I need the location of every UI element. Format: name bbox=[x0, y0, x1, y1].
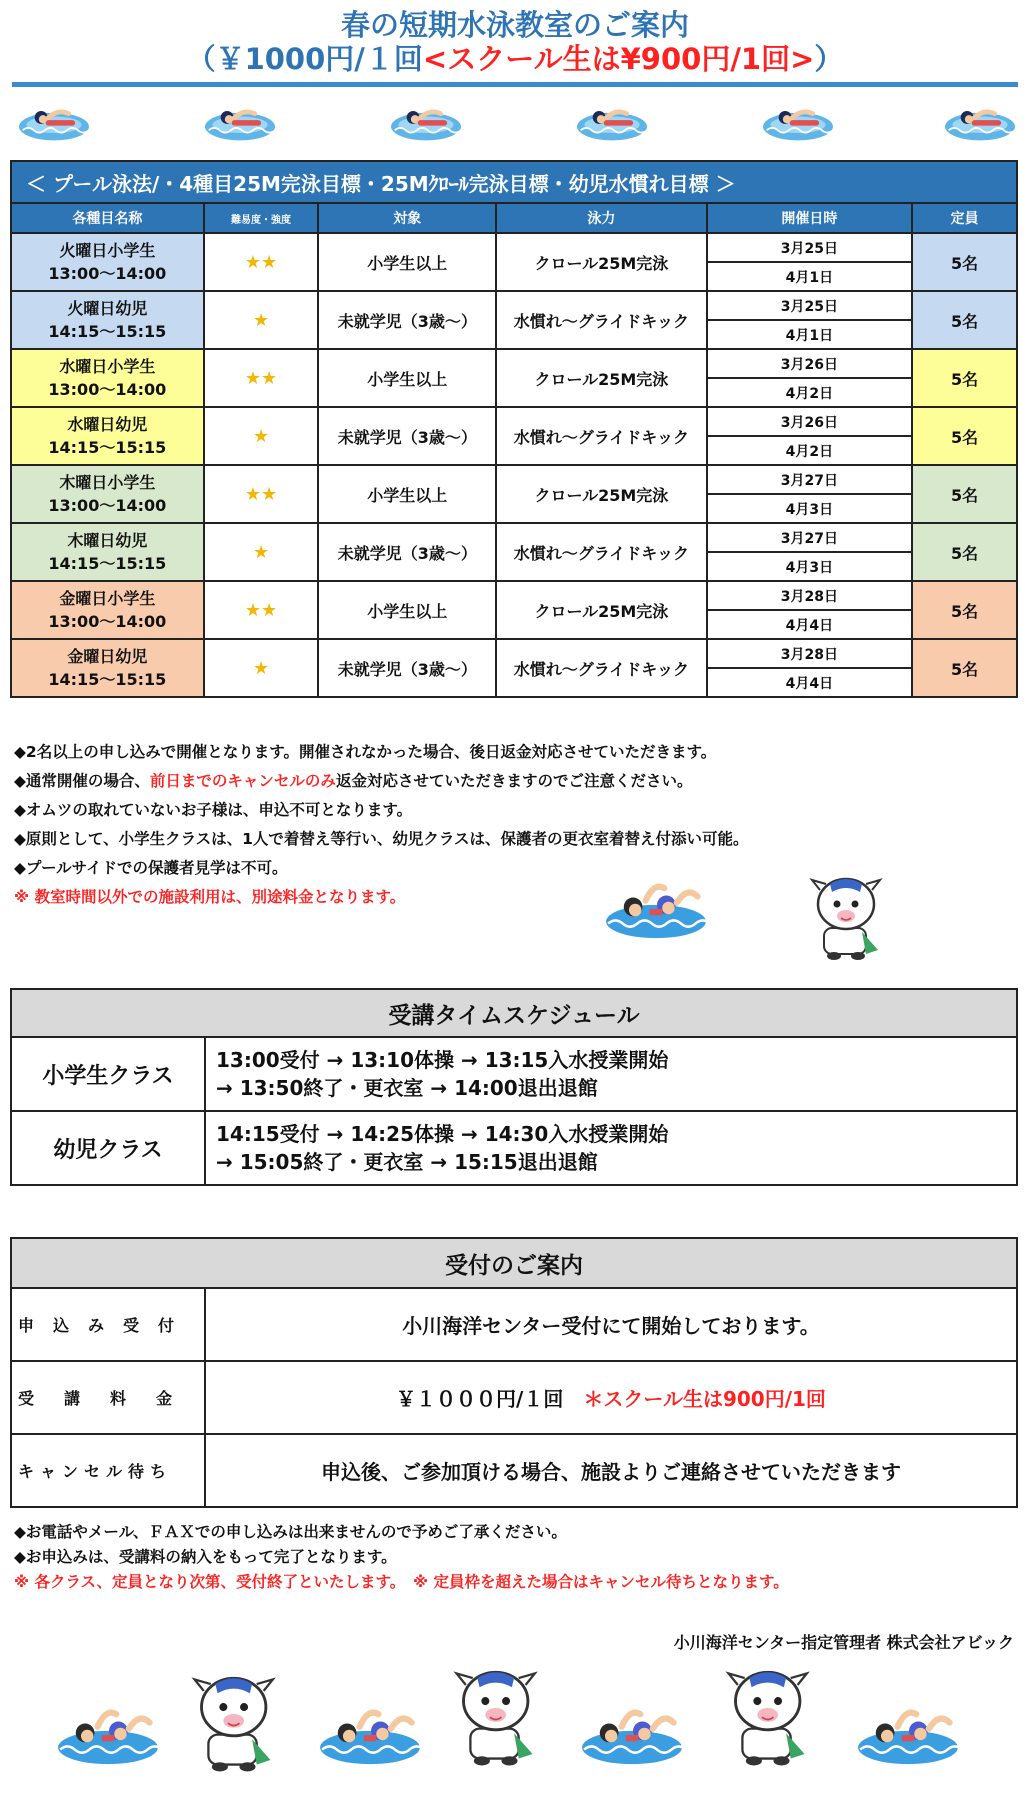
target-cell: 小学生以上 bbox=[318, 581, 496, 639]
difficulty-stars: ★★ bbox=[204, 581, 319, 639]
skill-cell: クロール25M完泳 bbox=[496, 465, 707, 523]
header-class-name: 各種目名称 bbox=[11, 203, 204, 233]
cancel-row bbox=[11, 1434, 1017, 1507]
skill-cell: 水慣れ〜グライドキック bbox=[496, 523, 707, 581]
swimmer-icon bbox=[574, 99, 650, 145]
note-item: ◆原則として、小学生クラスは、1人で着替え等行い、幼児クラスは、保護者の更衣室着替え付添い可能。 bbox=[14, 830, 749, 848]
class-name: 金曜日小学生 13:00〜14:00 bbox=[11, 581, 204, 639]
note-item: ◆通常開催の場合、前日までのキャンセルのみ返金対応させていただきますのでご注意ください。 bbox=[14, 772, 693, 790]
date-cell: 3月28日 bbox=[707, 581, 913, 610]
kids-class-flow: 14:15受付 → 14:25体操 → 14:30入水授業開始 → 15:05終了・更衣室 → 15:15退出退館 bbox=[205, 1111, 1017, 1185]
date-cell: 3月26日 bbox=[707, 349, 913, 378]
time-schedule-title: 受講タイムスケジュール bbox=[11, 989, 1017, 1037]
table-row bbox=[11, 407, 1017, 436]
class-name: 木曜日小学生 13:00〜14:00 bbox=[11, 465, 204, 523]
class-name: 水曜日幼児 14:15〜15:15 bbox=[11, 407, 204, 465]
difficulty-stars: ★★ bbox=[204, 233, 319, 291]
table-row bbox=[11, 233, 1017, 262]
difficulty-stars: ★ bbox=[204, 291, 319, 349]
apply-row bbox=[11, 1288, 1017, 1361]
apply-label: 申込み受付 bbox=[11, 1288, 205, 1361]
table-row bbox=[11, 465, 1017, 494]
manager-credit: 小川海洋センター指定管理者 株式会社アビック bbox=[673, 1633, 1014, 1652]
capacity-cell: 5名 bbox=[912, 465, 1017, 523]
swimmers-group-icon bbox=[604, 872, 708, 946]
mascot-icon bbox=[808, 872, 888, 962]
skill-cell: クロール25M完泳 bbox=[496, 581, 707, 639]
title-school-price: <スクール生は¥900円/1回> bbox=[422, 42, 815, 76]
cancel-wait-value: 申込後、ご参加頂ける場合、施設よりご連絡させていただきます bbox=[205, 1434, 1017, 1507]
header-dates: 開催日時 bbox=[707, 203, 913, 233]
reception-info-box bbox=[10, 1237, 1018, 1508]
skill-cell: クロール25M完泳 bbox=[496, 233, 707, 291]
elementary-class-flow: 13:00受付 → 13:10体操 → 13:15入水授業開始 → 13:50終了・更衣室 → 14:00退出退館 bbox=[205, 1037, 1017, 1111]
note-item: ◆プールサイドでの保護者見学は不可。 bbox=[14, 859, 288, 877]
table-row bbox=[11, 639, 1017, 668]
target-cell: 小学生以上 bbox=[318, 349, 496, 407]
skill-cell: 水慣れ〜グライドキック bbox=[496, 407, 707, 465]
swimmer-icon bbox=[942, 99, 1018, 145]
capacity-cell: 5名 bbox=[912, 407, 1017, 465]
date-cell: 4月4日 bbox=[707, 610, 913, 639]
swimmer-icon bbox=[388, 99, 464, 145]
table-row bbox=[11, 523, 1017, 552]
elementary-class-label: 小学生クラス bbox=[11, 1037, 205, 1111]
notes-section bbox=[14, 738, 914, 912]
mascot-icon bbox=[190, 1670, 282, 1774]
target-cell: 未就学児（3歳〜） bbox=[318, 639, 496, 697]
class-name: 火曜日小学生 13:00〜14:00 bbox=[11, 233, 204, 291]
reception-title: 受付のご案内 bbox=[11, 1238, 1017, 1288]
difficulty-stars: ★ bbox=[204, 523, 319, 581]
note-item: ◆お申込みは、受講料の納入をもって完了となります。 bbox=[14, 1548, 397, 1566]
cancel-wait-label: キャンセル待ち bbox=[11, 1434, 205, 1507]
table-row bbox=[11, 349, 1017, 378]
kids-schedule-row bbox=[11, 1111, 1017, 1185]
swimmers-group-icon bbox=[580, 1698, 684, 1772]
mascot-icon bbox=[724, 1664, 816, 1768]
date-cell: 3月28日 bbox=[707, 639, 913, 668]
table-row bbox=[11, 581, 1017, 610]
fee-value: ￥１０００円/１回 ＊スクール生は900円/1回 bbox=[205, 1361, 1017, 1434]
swimmers-group-icon bbox=[56, 1698, 160, 1772]
class-schedule-table bbox=[10, 160, 1018, 698]
target-cell: 未就学児（3歳〜） bbox=[318, 291, 496, 349]
swimmer-icon bbox=[760, 99, 836, 145]
elementary-schedule-row bbox=[11, 1037, 1017, 1111]
note-item: ◆オムツの取れていないお子様は、申込不可となります。 bbox=[14, 801, 413, 819]
fee-label: 受講料金 bbox=[11, 1361, 205, 1434]
schedule-banner: ＜ プール泳法/・4種目25M完泳目標・25Mｸﾛｰﾙ完泳目標・幼児水慣れ目標 ＞ bbox=[11, 161, 1017, 203]
title-line-2 bbox=[0, 42, 1030, 76]
difficulty-stars: ★ bbox=[204, 639, 319, 697]
target-cell: 小学生以上 bbox=[318, 233, 496, 291]
date-cell: 3月27日 bbox=[707, 465, 913, 494]
class-name: 火曜日幼児 14:15〜15:15 bbox=[11, 291, 204, 349]
difficulty-stars: ★★ bbox=[204, 465, 319, 523]
swimmer-icon bbox=[16, 99, 92, 145]
header-capacity: 定員 bbox=[912, 203, 1017, 233]
note-item: ◆お電話やメール、ＦＡＸでの申し込みは出来ませんので予めご了承ください。 bbox=[14, 1523, 567, 1541]
capacity-cell: 5名 bbox=[912, 523, 1017, 581]
date-cell: 3月27日 bbox=[707, 523, 913, 552]
skill-cell: 水慣れ〜グライドキック bbox=[496, 639, 707, 697]
target-cell: 未就学児（3歳〜） bbox=[318, 407, 496, 465]
class-name: 水曜日小学生 13:00〜14:00 bbox=[11, 349, 204, 407]
fee-row bbox=[11, 1361, 1017, 1434]
table-row bbox=[11, 291, 1017, 320]
date-cell: 4月3日 bbox=[707, 494, 913, 523]
date-cell: 3月25日 bbox=[707, 291, 913, 320]
date-cell: 4月2日 bbox=[707, 378, 913, 407]
header-skill: 泳力 bbox=[496, 203, 707, 233]
date-cell: 3月25日 bbox=[707, 233, 913, 262]
capacity-cell: 5名 bbox=[912, 581, 1017, 639]
schedule-banner-row bbox=[11, 161, 1017, 203]
skill-cell: クロール25M完泳 bbox=[496, 349, 707, 407]
date-cell: 4月1日 bbox=[707, 262, 913, 291]
date-cell: 4月1日 bbox=[707, 320, 913, 349]
title-line-1: 春の短期水泳教室のご案内 bbox=[340, 8, 689, 42]
swimmer-icon bbox=[202, 99, 278, 145]
capacity-cell: 5名 bbox=[912, 291, 1017, 349]
apply-value: 小川海洋センター受付にて開始しております。 bbox=[205, 1288, 1017, 1361]
header-difficulty: 難易度・強度 bbox=[204, 203, 319, 233]
swimmers-group-icon bbox=[318, 1698, 422, 1772]
header-target: 対象 bbox=[318, 203, 496, 233]
target-cell: 未就学児（3歳〜） bbox=[318, 523, 496, 581]
class-name: 金曜日幼児 14:15〜15:15 bbox=[11, 639, 204, 697]
date-cell: 4月3日 bbox=[707, 552, 913, 581]
bottom-notes bbox=[14, 1520, 1014, 1595]
title-price: （￥1000円/１回 bbox=[186, 42, 423, 76]
mascot-icon bbox=[452, 1664, 544, 1768]
difficulty-stars: ★★ bbox=[204, 349, 319, 407]
title-close-paren: ） bbox=[814, 42, 844, 76]
date-cell: 4月4日 bbox=[707, 668, 913, 697]
kids-class-label: 幼児クラス bbox=[11, 1111, 205, 1185]
capacity-cell: 5名 bbox=[912, 233, 1017, 291]
schedule-header-row bbox=[11, 203, 1017, 233]
page-title bbox=[0, 0, 1030, 76]
time-schedule-box bbox=[10, 988, 1018, 1186]
note-item-warning: ※ 教室時間以外での施設利用は、別途料金となります。 bbox=[14, 888, 406, 906]
difficulty-stars: ★ bbox=[204, 407, 319, 465]
capacity-cell: 5名 bbox=[912, 349, 1017, 407]
note-item-warning: ※ 各クラス、定員となり次第、受付終了といたします。 ※ 定員枠を超えた場合はキャンセル待ちとなります。 bbox=[14, 1573, 789, 1591]
swimmers-group-icon bbox=[856, 1698, 960, 1772]
target-cell: 小学生以上 bbox=[318, 465, 496, 523]
swimmer-decoration-row bbox=[12, 87, 1018, 157]
date-cell: 3月26日 bbox=[707, 407, 913, 436]
note-item: ◆2名以上の申し込みで開催となります。開催されなかった場合、後日返金対応させていただきます。 bbox=[14, 743, 717, 761]
skill-cell: 水慣れ〜グライドキック bbox=[496, 291, 707, 349]
date-cell: 4月2日 bbox=[707, 436, 913, 465]
capacity-cell: 5名 bbox=[912, 639, 1017, 697]
class-name: 木曜日幼児 14:15〜15:15 bbox=[11, 523, 204, 581]
